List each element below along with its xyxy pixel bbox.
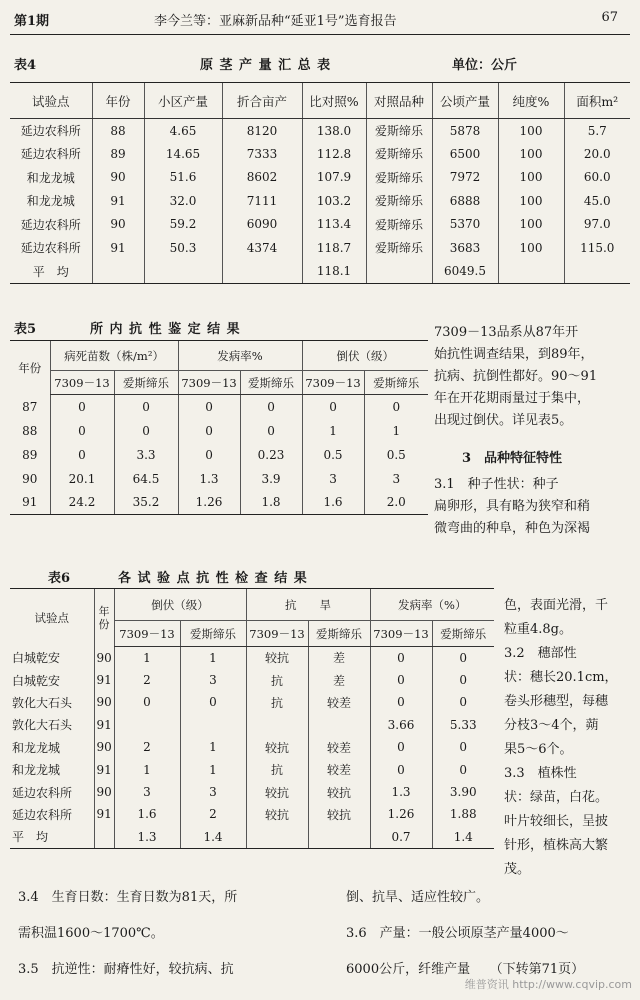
text-line: 3.5 抗逆性：耐瘠性好，较抗病、抗: [18, 962, 234, 977]
table-row: [10, 213, 630, 237]
table-cell: 0: [240, 419, 302, 443]
table-cell: 0: [432, 758, 494, 780]
table-cell: 7111: [222, 189, 302, 213]
table-cell: 3.66: [370, 714, 432, 736]
table-cell: 2.0: [364, 491, 428, 515]
table-cell: 2: [114, 736, 180, 758]
table-cell: 敦化大石头: [12, 718, 73, 733]
table-cell: 50.3: [144, 236, 222, 260]
table4-col-header: 比对照%: [302, 83, 366, 119]
table-cell: 3683: [432, 236, 498, 260]
table-cell: 100: [498, 236, 564, 260]
text-line: 分枝3～4个，蒴: [504, 718, 599, 733]
table-cell: 延边农科所: [12, 785, 73, 800]
table6-site-resistance: [10, 588, 494, 849]
table-cell: 3.9: [240, 467, 302, 491]
table-cell: 3: [180, 781, 246, 803]
table5-group-dead-seedlings: 病死苗数（株/m²）: [50, 341, 178, 371]
table-cell: 敦化大石头: [12, 695, 73, 710]
table-cell: 5878: [432, 119, 498, 143]
text-line: 始抗性调查结果，到89年，: [434, 347, 594, 362]
table-cell: 抗: [246, 669, 308, 691]
table-cell: 32.0: [144, 189, 222, 213]
table-cell: 爱斯缔乐: [366, 213, 432, 237]
table5-group-lodging: 倒伏（级）: [302, 341, 428, 371]
table-cell: 较差: [308, 736, 370, 758]
table-row: [10, 781, 494, 803]
table-cell: 0: [178, 419, 240, 443]
table6-col-year: 年份: [94, 589, 114, 647]
table-cell: 90: [94, 736, 114, 758]
table4-col-header: 对照品种: [366, 83, 432, 119]
table-cell: 91: [92, 189, 144, 213]
table-cell: 延边农科所: [20, 147, 81, 162]
table-cell: 0: [50, 443, 114, 467]
table4-col-header: 纯度%: [498, 83, 564, 119]
table4-title: 原 茎 产 量 汇 总 表: [200, 58, 332, 73]
table-cell: 白城乾安: [12, 651, 61, 666]
table6-subcol-header: 7309－13: [114, 621, 180, 647]
table-cell: 5.33: [432, 714, 494, 736]
side-text-2: [434, 474, 634, 540]
table5-subcol-header: 爱斯缔乐: [114, 371, 178, 395]
table6-subcol-header: 爱斯缔乐: [432, 621, 494, 647]
side-text-1: [434, 322, 634, 432]
table-cell: 1: [180, 647, 246, 669]
text-line: 茂。: [504, 862, 531, 877]
table-cell: [114, 714, 180, 736]
table-cell: 0: [114, 691, 180, 713]
table-cell: [180, 714, 246, 736]
table-row: [10, 443, 428, 467]
table-cell: 1.4: [432, 826, 494, 848]
table-cell: 60.0: [564, 166, 630, 190]
table6-group-lodging: 倒伏（级）: [114, 589, 246, 621]
table-cell: [366, 260, 432, 284]
table-cell: 1.3: [370, 781, 432, 803]
table-cell: 90: [22, 471, 38, 486]
text-line: 出现过倒伏。详见表5。: [434, 413, 573, 428]
table-row: [10, 166, 630, 190]
bottom-left-text: [18, 880, 348, 988]
watermark: 维普资讯 http://www.cqvip.com: [464, 978, 632, 991]
table-cell: 107.9: [302, 166, 366, 190]
table-cell: 2: [114, 669, 180, 691]
text-line: 色，表面光滑，千: [504, 598, 609, 613]
section-3-heading: 3 品种特征特性: [462, 451, 563, 466]
table-cell: 14.65: [144, 142, 222, 166]
table-cell: 较差: [308, 691, 370, 713]
table-cell: 3.3: [114, 443, 178, 467]
table-cell: 较抗: [246, 781, 308, 803]
table-cell: 91: [94, 669, 114, 691]
table-row: [10, 803, 494, 825]
table-cell: 59.2: [144, 213, 222, 237]
table-cell: 90: [94, 781, 114, 803]
table-cell: 6888: [432, 189, 498, 213]
table-cell: 118.7: [302, 236, 366, 260]
table-cell: 0: [432, 669, 494, 691]
table-cell: 2: [180, 803, 246, 825]
table-cell: 0: [114, 395, 178, 419]
table-cell: 较抗: [308, 781, 370, 803]
table-cell: 91: [94, 803, 114, 825]
page-number: 67: [601, 10, 618, 25]
table-cell: 和龙龙城: [26, 194, 75, 209]
table4-col-header: 年份: [92, 83, 144, 119]
table-row: [10, 669, 494, 691]
table-cell: 3.90: [432, 781, 494, 803]
table-cell: 90: [94, 647, 114, 669]
table-cell: 1.6: [114, 803, 180, 825]
table4-label: 表4: [14, 58, 37, 73]
table-cell: 1.3: [178, 467, 240, 491]
table-row: [10, 395, 428, 419]
table5-subcol-header: 7309－13: [302, 371, 364, 395]
table-cell: 35.2: [114, 491, 178, 515]
table-cell: 5370: [432, 213, 498, 237]
table-cell: [498, 260, 564, 284]
table-cell: [308, 714, 370, 736]
table-cell: 白城乾安: [12, 673, 61, 688]
table-cell: 1.6: [302, 491, 364, 515]
table-cell: 较差: [308, 758, 370, 780]
table5-subcol-header: 爱斯缔乐: [240, 371, 302, 395]
table-cell: 100: [498, 189, 564, 213]
text-line: 3.6 产量：一般公顷原茎产量4000～: [346, 926, 569, 941]
table-cell: 0.7: [370, 826, 432, 848]
table-cell: 0: [370, 647, 432, 669]
table6-subcol-header: 7309－13: [370, 621, 432, 647]
table-cell: 100: [498, 142, 564, 166]
table-cell: 100: [498, 119, 564, 143]
table-cell: 0.5: [364, 443, 428, 467]
table-cell: 103.2: [302, 189, 366, 213]
table-cell: 87: [22, 399, 38, 414]
table-cell: 115.0: [564, 236, 630, 260]
table4-unit: 单位：公斤: [452, 58, 518, 73]
table-row: [10, 647, 494, 669]
table5-subcol-header: 7309－13: [178, 371, 240, 395]
table-row: [10, 467, 428, 491]
table-row: [10, 142, 630, 166]
table-cell: 64.5: [114, 467, 178, 491]
table-cell: 138.0: [302, 119, 366, 143]
table-cell: 0: [302, 395, 364, 419]
table-cell: 0: [364, 395, 428, 419]
table-cell: 1.26: [370, 803, 432, 825]
table5-label: 表5: [14, 322, 37, 337]
table-cell: 1: [180, 758, 246, 780]
table-cell: 0: [370, 758, 432, 780]
table-cell: 6090: [222, 213, 302, 237]
table-cell: 4374: [222, 236, 302, 260]
text-line: 果5～6个。: [504, 742, 573, 757]
table-cell: 0: [432, 647, 494, 669]
table4-col-header: 公顷产量: [432, 83, 498, 119]
table-cell: 3: [364, 467, 428, 491]
table-cell: 45.0: [564, 189, 630, 213]
table-cell: 和龙龙城: [26, 170, 75, 185]
text-line: 叶片较细长，呈披: [504, 814, 609, 829]
text-line: 卷头形穗型，每穗: [504, 694, 609, 709]
table6-group-drought: 抗 旱: [246, 589, 370, 621]
table-cell: 较抗: [246, 736, 308, 758]
table-cell: 延边农科所: [20, 241, 81, 256]
table-cell: 1.88: [432, 803, 494, 825]
table-cell: 1.4: [180, 826, 246, 848]
table-cell: 91: [10, 491, 50, 515]
table-cell: 1.3: [114, 826, 180, 848]
table-cell: 1: [114, 758, 180, 780]
table-row: [10, 236, 630, 260]
table-cell: 1: [364, 419, 428, 443]
bottom-right-text: [346, 880, 636, 988]
table-cell: 7333: [222, 142, 302, 166]
table-cell: 8120: [222, 119, 302, 143]
table-cell: [308, 826, 370, 848]
table-cell: 88: [92, 119, 144, 143]
text-line: 年在开花期雨量过于集中，: [434, 391, 591, 406]
table-cell: 抗: [246, 758, 308, 780]
table-cell: 100: [498, 166, 564, 190]
text-line: 3.1 种子性状：种子: [434, 477, 559, 492]
text-line: 需积温1600～1700℃。: [18, 926, 164, 941]
header-rule: [10, 34, 630, 35]
table-cell: 4.65: [144, 119, 222, 143]
table5-title: 所 内 抗 性 鉴 定 结 果: [90, 322, 241, 337]
table5-subcol-header: 7309－13: [50, 371, 114, 395]
table4-col-header: 面积m²: [564, 83, 630, 119]
table-cell: 0: [432, 736, 494, 758]
table5-subcol-header: 爱斯缔乐: [364, 371, 428, 395]
table-cell: 和龙龙城: [12, 740, 61, 755]
table-cell: 差: [308, 669, 370, 691]
table-cell: 118.1: [302, 260, 366, 284]
table-row: [10, 691, 494, 713]
text-line: 微弯曲的种阜，种色为深褐: [434, 521, 591, 536]
table-cell: 6049.5: [432, 260, 498, 284]
table6-label: 表6: [48, 571, 71, 586]
table-cell: 较抗: [308, 803, 370, 825]
table-cell: 差: [308, 647, 370, 669]
text-line: 抗病、抗倒性都好。90～91: [434, 369, 598, 384]
table-cell: 1: [180, 736, 246, 758]
table-cell: 0: [178, 395, 240, 419]
table-cell: 90: [94, 691, 114, 713]
text-line: 3.2 穗部性: [504, 646, 577, 661]
table-cell: 1: [114, 647, 180, 669]
table-row: [10, 419, 428, 443]
table-cell: 平 均: [10, 826, 94, 848]
table-cell: 5.7: [564, 119, 630, 143]
side-text-3: [504, 594, 634, 882]
table-cell: 较抗: [246, 647, 308, 669]
table-cell: 和龙龙城: [12, 763, 61, 778]
table4-col-header: 折合亩产: [222, 83, 302, 119]
text-line: 状：绿苗，白花。: [504, 790, 609, 805]
table-cell: 8602: [222, 166, 302, 190]
table-row: [10, 826, 494, 848]
text-line: 6000公斤，纤维产量 （下转第71页）: [346, 962, 585, 977]
table-row: [10, 260, 630, 284]
table-cell: [144, 260, 222, 284]
table-cell: 延边农科所: [20, 217, 81, 232]
table-cell: 0: [178, 443, 240, 467]
table-cell: 112.8: [302, 142, 366, 166]
table-cell: [92, 260, 144, 284]
table-cell: 7972: [432, 166, 498, 190]
table-cell: 113.4: [302, 213, 366, 237]
table-cell: [222, 260, 302, 284]
table-cell: 100: [498, 213, 564, 237]
table-cell: [246, 826, 308, 848]
table-cell: 20.1: [50, 467, 114, 491]
table5-group-disease-rate: 发病率%: [178, 341, 302, 371]
table-cell: 1.26: [178, 491, 240, 515]
text-line: 粒重4.8g。: [504, 622, 572, 637]
table-cell: 51.6: [144, 166, 222, 190]
table-cell: 91: [92, 236, 144, 260]
table-cell: 0: [240, 395, 302, 419]
table-cell: 抗: [246, 691, 308, 713]
table4-yield-summary: [10, 82, 630, 284]
table-cell: 0: [50, 395, 114, 419]
table-cell: 延边农科所: [12, 807, 73, 822]
text-line: 扁卵形，具有略为狭窄和稍: [434, 499, 591, 514]
table-cell: [246, 714, 308, 736]
table5-col-year: 年份: [10, 341, 50, 395]
table-cell: 爱斯缔乐: [366, 189, 432, 213]
table-cell: 3: [114, 781, 180, 803]
table-cell: 24.2: [50, 491, 114, 515]
table-cell: 88: [22, 423, 38, 438]
text-line: 3.3 植株性: [504, 766, 577, 781]
table-cell: 较抗: [246, 803, 308, 825]
text-line: 3.4 生育日数：生育日数为81天，所: [18, 890, 238, 905]
table-cell: [564, 260, 630, 284]
table-row: [10, 736, 494, 758]
table5-resistance: [10, 340, 428, 515]
table-cell: 6500: [432, 142, 498, 166]
table-cell: 90: [92, 166, 144, 190]
table-row: [10, 714, 494, 736]
table-cell: 97.0: [564, 213, 630, 237]
table-cell: 89: [22, 447, 38, 462]
table-cell: 91: [94, 758, 114, 780]
table-cell: 爱斯缔乐: [366, 236, 432, 260]
table-row: [10, 119, 630, 143]
table6-group-disease: 发病率（%）: [370, 589, 494, 621]
table-cell: 89: [92, 142, 144, 166]
table-row: [10, 491, 428, 515]
table-cell: 3: [180, 669, 246, 691]
table-cell: 91: [94, 714, 114, 736]
table-cell: 0: [50, 419, 114, 443]
table-cell: 0.5: [302, 443, 364, 467]
table4-col-header: 试验点: [10, 83, 92, 119]
table4-col-header: 小区产量: [144, 83, 222, 119]
issue-label: 第1期: [14, 14, 50, 29]
text-line: 针形，植株高大繁: [504, 838, 609, 853]
table-cell: 爱斯缔乐: [366, 166, 432, 190]
table6-col-site: 试验点: [10, 589, 94, 647]
table-cell: [94, 826, 114, 848]
running-title: 李今兰等：亚麻新品种“延亚1号”选育报告: [154, 14, 397, 29]
table-cell: 1: [302, 419, 364, 443]
table-cell: 3: [302, 467, 364, 491]
table-cell: 0: [370, 691, 432, 713]
table-cell: 1.8: [240, 491, 302, 515]
table-cell: 0: [180, 691, 246, 713]
table-cell: 爱斯缔乐: [366, 119, 432, 143]
table-cell: 延边农科所: [20, 124, 81, 138]
table-cell: 爱斯缔乐: [366, 142, 432, 166]
table-cell: 90: [92, 213, 144, 237]
table-cell: 0.23: [240, 443, 302, 467]
table-cell: 0: [370, 736, 432, 758]
table-cell: 0: [114, 419, 178, 443]
table-cell: 20.0: [564, 142, 630, 166]
table-cell: 平 均: [10, 260, 92, 284]
table6-title: 各 试 验 点 抗 性 检 查 结 果: [118, 571, 308, 586]
table6-subcol-header: 7309－13: [246, 621, 308, 647]
table-row: [10, 758, 494, 780]
text-line: 7309－13品系从87年开: [434, 325, 579, 340]
table6-subcol-header: 爱斯缔乐: [308, 621, 370, 647]
table-row: [10, 189, 630, 213]
table-cell: 0: [370, 669, 432, 691]
text-line: 状：穗长20.1cm，: [504, 670, 618, 685]
text-line: 倒、抗旱、适应性较广。: [346, 890, 490, 905]
table-cell: 0: [432, 691, 494, 713]
table6-subcol-header: 爱斯缔乐: [180, 621, 246, 647]
running-header: [14, 6, 626, 32]
